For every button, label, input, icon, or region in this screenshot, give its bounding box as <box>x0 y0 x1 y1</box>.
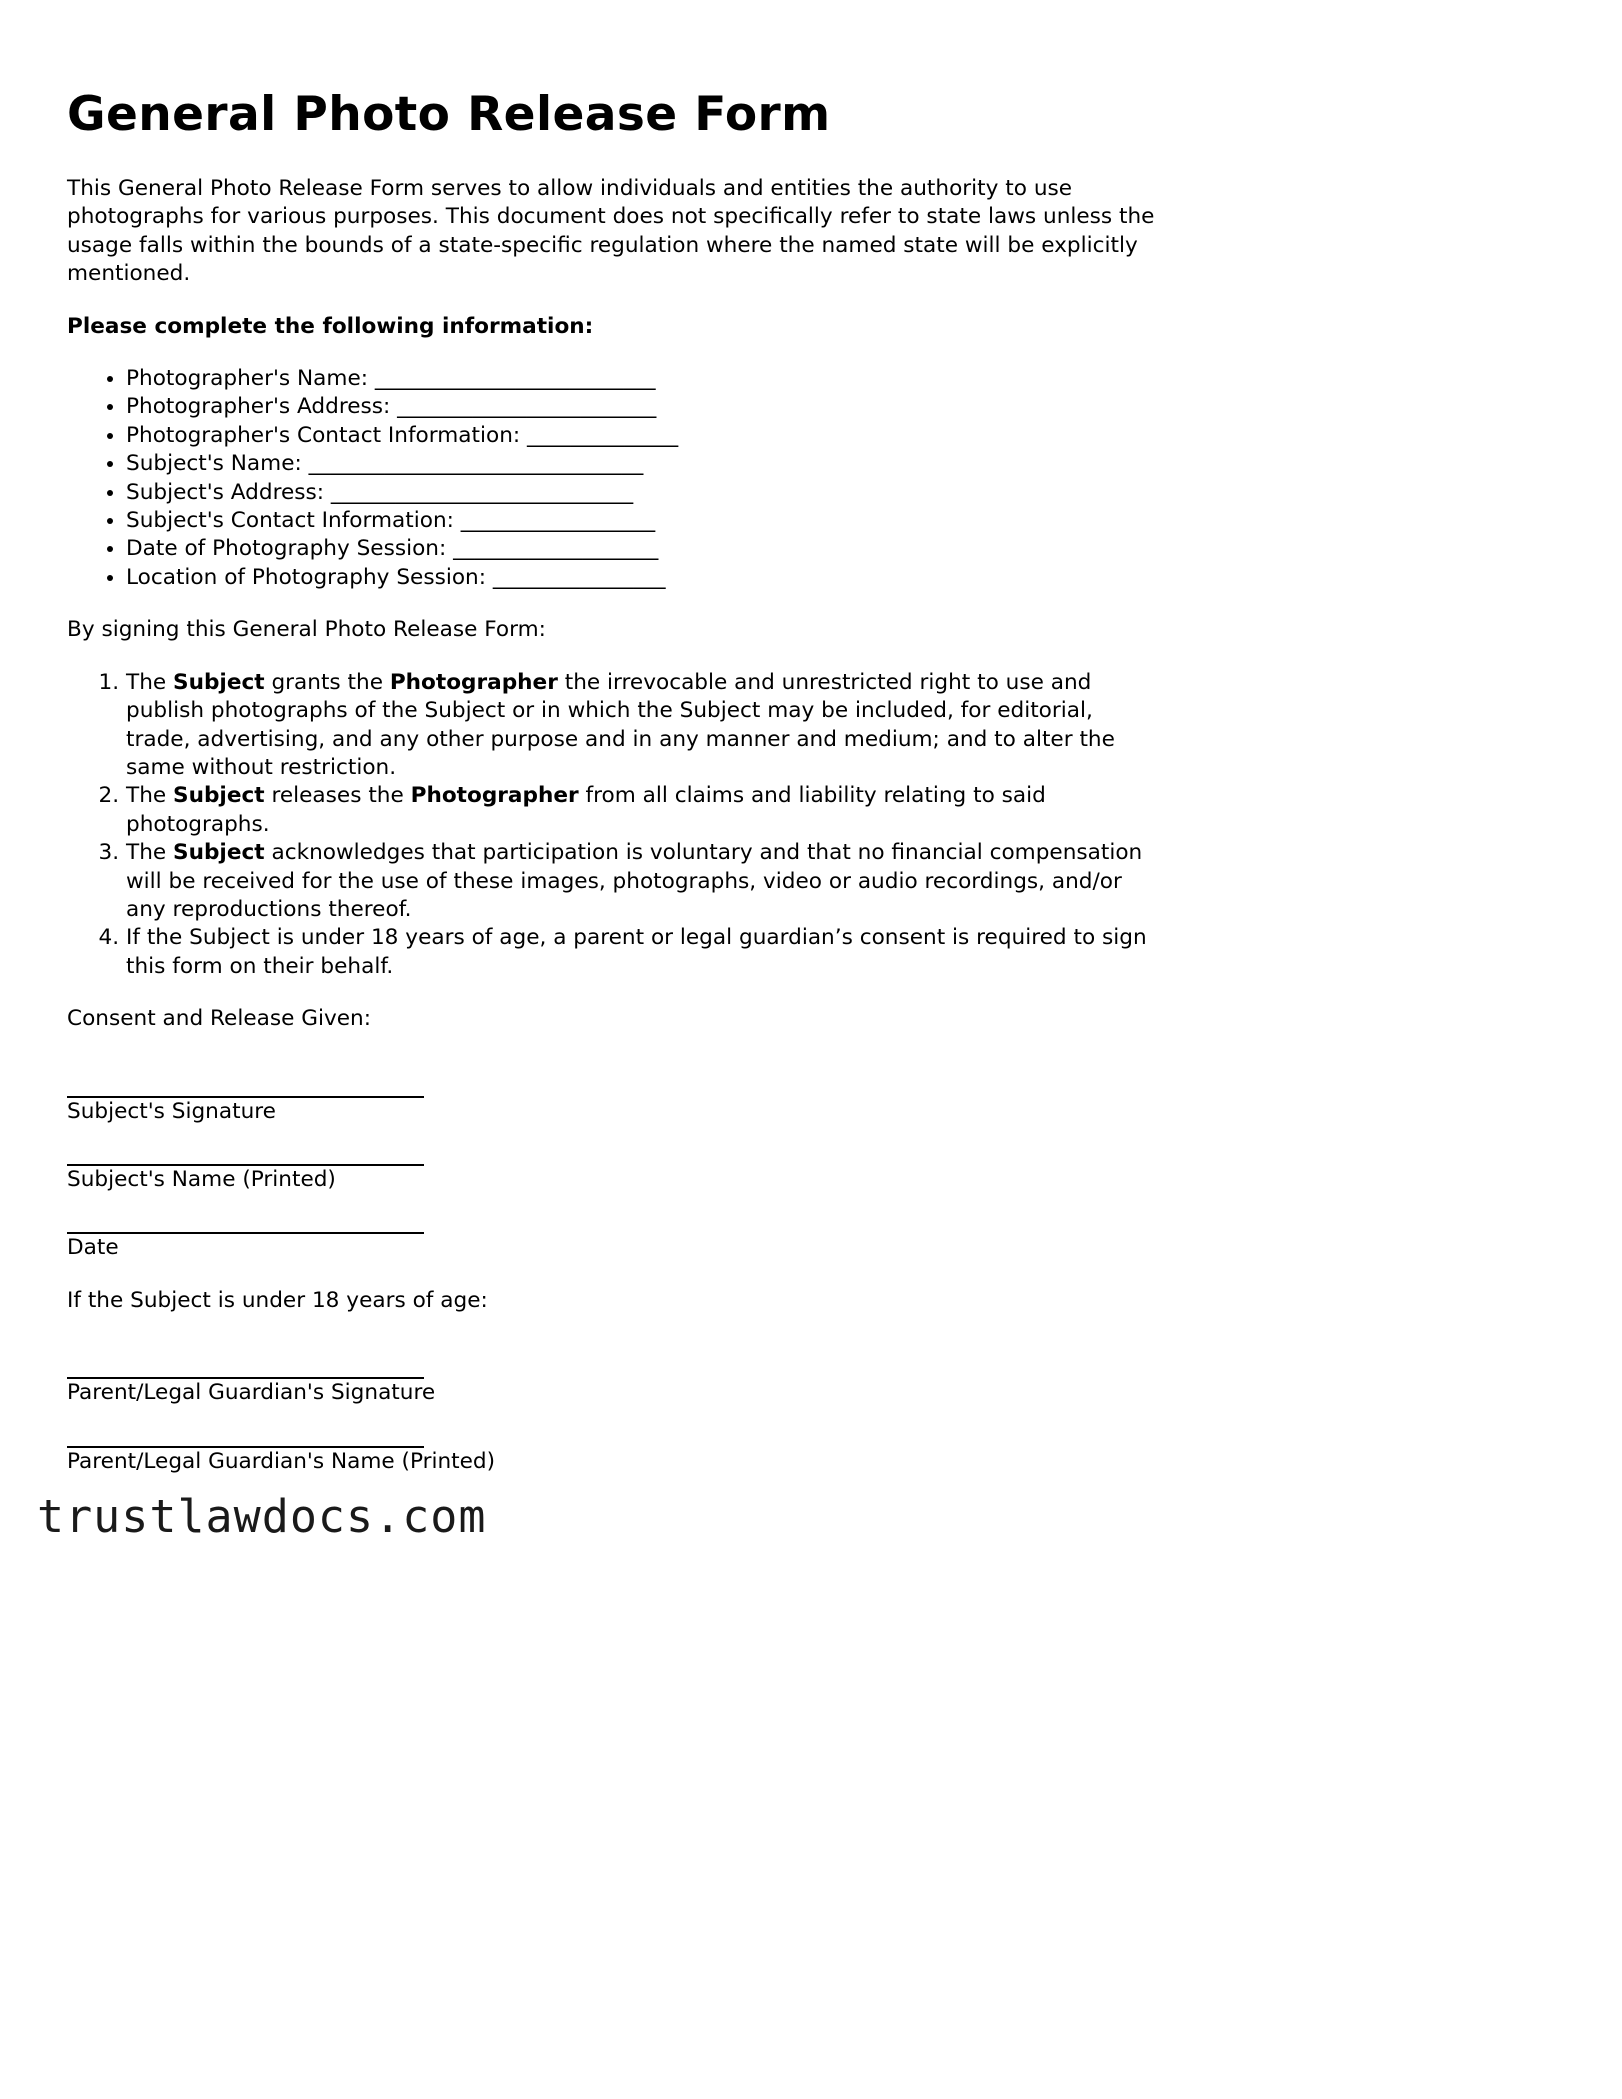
term-3-subject: Subject <box>173 840 265 866</box>
subject-name-label: Subject's Name (Printed) <box>67 1166 336 1192</box>
guardian-signature-block <box>67 1339 1162 1476</box>
field-session-location[interactable]: • Location of Photography Session: ________________ <box>126 564 1162 592</box>
field-session-date[interactable]: • Date of Photography Session: ___________________ <box>126 535 1162 563</box>
guardian-name-label: Parent/Legal Guardian's Name (Printed) <box>67 1448 496 1474</box>
subject-signature-label: Subject's Signature <box>67 1098 276 1124</box>
term-3: 3. The Subject acknowledges that participation is voluntary and that no financial compensation will be received for the use of these images, photographs, video or audio recordings, and/or any reproductions thereof. <box>126 839 1162 924</box>
term-2: 2. The Subject releases the Photographer from all claims and liability relating to said photographs. <box>126 782 1162 839</box>
field-photographer-address[interactable]: • Photographer's Address: ________________________ <box>126 393 1162 421</box>
subject-signature-block <box>67 1058 1162 1263</box>
term-1-subject: Subject <box>173 669 265 695</box>
info-fields-list <box>67 365 1162 592</box>
term-4: 4. If the Subject is under 18 years of age, a parent or legal guardian’s consent is required to sign this form on their behalf. <box>126 924 1162 981</box>
field-photographer-contact[interactable]: • Photographer's Contact Information: ______________ <box>126 422 1162 450</box>
info-heading: Please complete the following information: <box>67 313 594 339</box>
brand-watermark: trustlawdocs.com <box>37 1490 487 1543</box>
minor-heading: If the Subject is under 18 years of age: <box>67 1287 488 1313</box>
terms-list <box>67 669 1162 981</box>
term-1-photographer: Photographer <box>389 669 558 695</box>
term-1: 1. The Subject grants the Photographer the irrevocable and unrestricted right to use and publish photographs of the Subject or in which the Subject may be included, for editorial, trade, advertising, and any other purpose and in any manner and medium; and to alter the same without restriction. <box>126 669 1162 783</box>
field-subject-contact[interactable]: • Subject's Contact Information: __________________ <box>126 507 1162 535</box>
date-label: Date <box>67 1235 119 1261</box>
term-2-subject: Subject <box>173 783 265 809</box>
guardian-signature-label: Parent/Legal Guardian's Signature <box>67 1380 436 1406</box>
intro-paragraph: This General Photo Release Form serves to allow individuals and entities the authority to use photographs for various purposes. This document does not specifically refer to state laws unless the usage falls within the bounds of a state-specific regulation where the named state will be explicitly mentioned. <box>67 176 1155 287</box>
field-subject-address[interactable]: • Subject's Address: ____________________________ <box>126 479 1162 507</box>
field-subject-name[interactable]: • Subject's Name: _______________________________ <box>126 450 1162 478</box>
document <box>67 84 1162 1476</box>
consent-heading: Consent and Release Given: <box>67 1006 372 1032</box>
signing-intro: By signing this General Photo Release Form: <box>67 617 546 643</box>
page-title: General Photo Release Form <box>67 87 831 142</box>
term-2-photographer: Photographer <box>410 783 579 809</box>
field-photographer-name[interactable]: • Photographer's Name: __________________________ <box>126 365 1162 393</box>
